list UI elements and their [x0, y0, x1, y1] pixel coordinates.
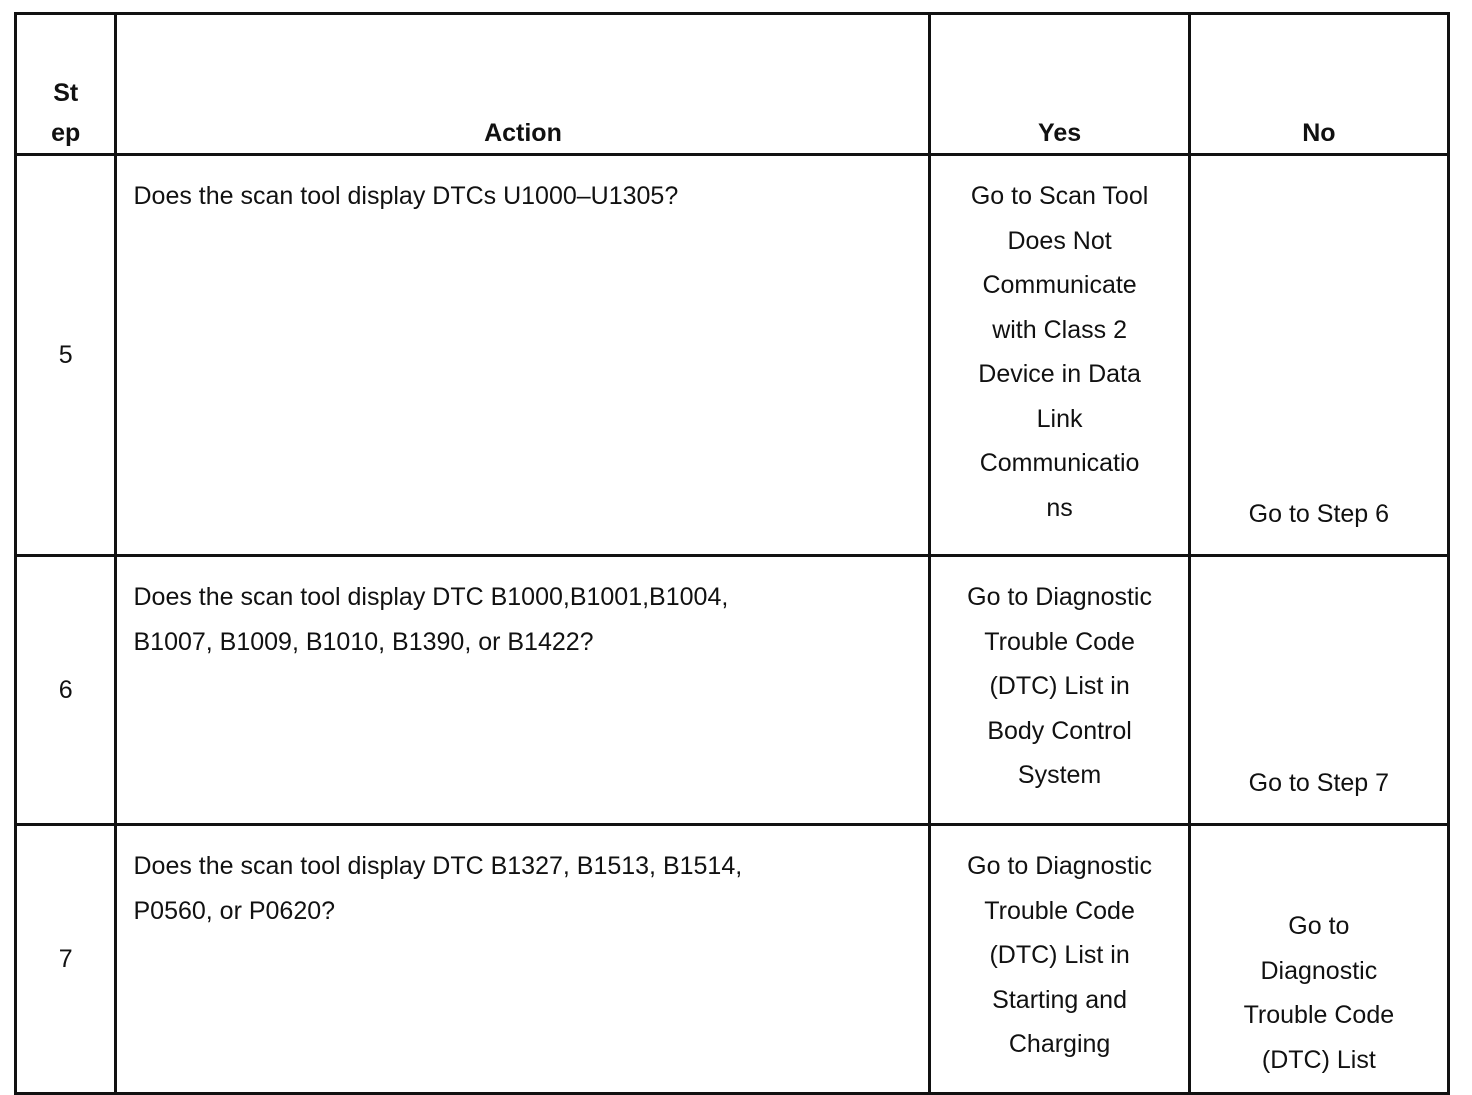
diagnostic-table [14, 12, 1450, 1095]
yes-result: Go to Scan Tool Does Not Communicate with Class 2 Device in Data Link Communicatio ns [930, 155, 1189, 556]
yes-result: Go to Diagnostic Trouble Code (DTC) List in Starting and Charging [930, 825, 1189, 1094]
step-number: 6 [16, 556, 116, 825]
table-row [16, 556, 1449, 825]
step-number: 5 [16, 155, 116, 556]
header-action: Action [116, 14, 930, 155]
header-no: No [1189, 14, 1448, 155]
table-row [16, 825, 1449, 1094]
step-number: 7 [16, 825, 116, 1094]
action-text: Does the scan tool display DTC B1327, B1513, B1514, P0560, or P0620? [116, 825, 930, 1094]
action-text: Does the scan tool display DTC B1000,B1001,B1004, B1007, B1009, B1010, B1390, or B1422? [116, 556, 930, 825]
no-result: Go to Step 7 [1189, 556, 1448, 825]
no-result: Go to Step 6 [1189, 155, 1448, 556]
no-result: Go to Diagnostic Trouble Code (DTC) List [1189, 825, 1448, 1094]
yes-result: Go to Diagnostic Trouble Code (DTC) List in Body Control System [930, 556, 1189, 825]
table-row [16, 155, 1449, 556]
action-text: Does the scan tool display DTCs U1000–U1305? [116, 155, 930, 556]
header-yes: Yes [930, 14, 1189, 155]
table-header-row [16, 14, 1449, 155]
header-step: St ep [16, 14, 116, 155]
